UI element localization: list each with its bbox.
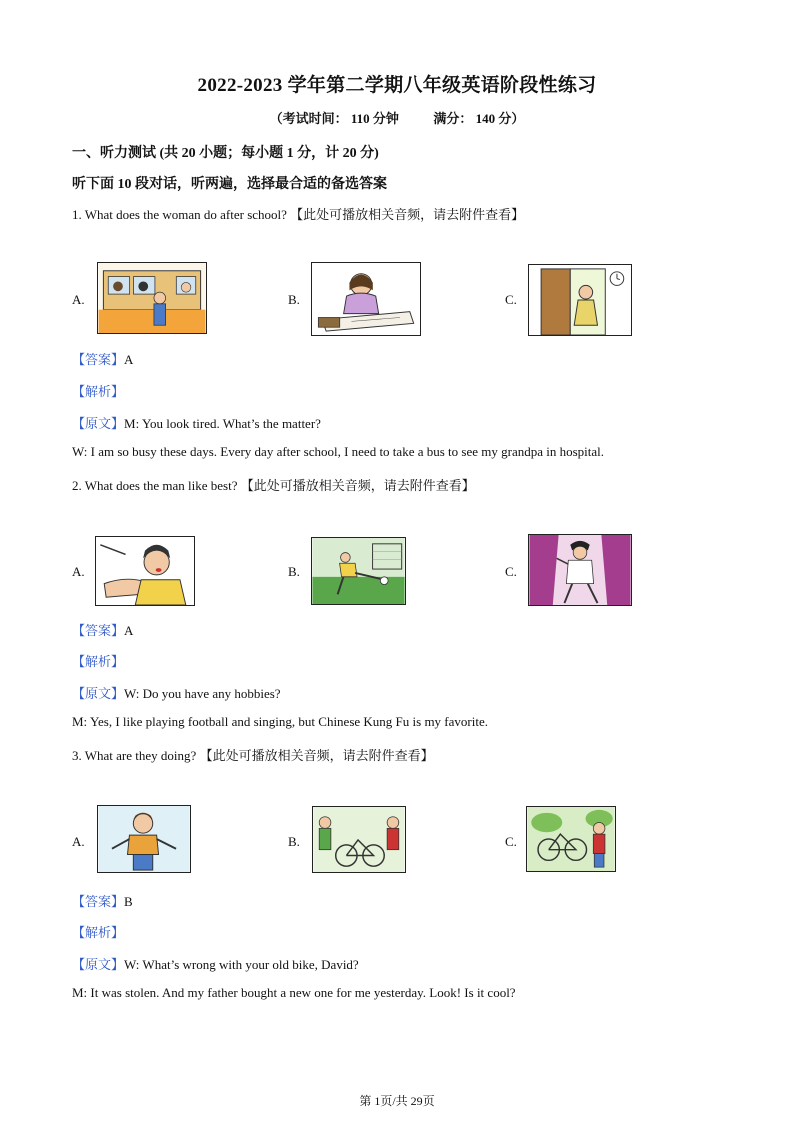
page-number: 第 1页/共 29页 (359, 1094, 435, 1108)
option-b-image[interactable] (311, 537, 406, 605)
original-tag: 【原文】 (72, 957, 125, 972)
answer-tag: 【答案】 (72, 352, 125, 367)
option-a-image[interactable] (97, 805, 191, 873)
option-a-label: A. (72, 292, 85, 307)
original-line-2: M: It was stolen. And my father bought a new one for me yesterday. Look! Is it cool? (72, 985, 516, 1000)
time-value: 110 分钟 (350, 111, 399, 126)
answer-value: A (124, 623, 134, 638)
option-c-image[interactable] (528, 264, 632, 336)
analysis-tag: 【解析】 (72, 925, 125, 940)
time-label: （考试时间： (269, 111, 348, 126)
section-heading: 一、听力测试 (共 20 小题；每小题 1 分，计 20 分) (72, 146, 379, 161)
dialogue-line: W: Do you have any hobbies? (124, 686, 281, 701)
option-a-label: A. (72, 834, 85, 849)
original-line-1 (72, 683, 281, 702)
answer-line (72, 349, 133, 368)
score-label: 满分： (433, 111, 473, 126)
dialogue-line: M: You look tired. What’s the matter? (124, 416, 321, 431)
question-stem: 2. What does the man like best? (72, 478, 238, 493)
option-a-image[interactable] (97, 262, 207, 334)
analysis-line (72, 651, 124, 670)
original-line-1 (72, 413, 321, 432)
answer-line (72, 891, 133, 910)
original-tag: 【原文】 (72, 686, 125, 701)
audio-note: 【此处可播放相关音频，请去附件查看】 (240, 478, 475, 493)
question-1-stem (72, 204, 524, 223)
answer-tag: 【答案】 (72, 623, 125, 638)
question-stem: 3. What are they doing? (72, 748, 197, 763)
option-c-label: C. (505, 834, 517, 849)
option-a-label: A. (72, 564, 85, 579)
original-line-2: W: I am so busy these days. Every day after school, I need to take a bus to see my grandpa in hospital. (72, 444, 605, 459)
analysis-line (72, 922, 124, 941)
analysis-tag: 【解析】 (72, 654, 125, 669)
audio-note: 【此处可播放相关音频，请去附件查看】 (290, 207, 525, 222)
exam-info (0, 108, 794, 127)
answer-value: A (124, 352, 134, 367)
question-3-stem (72, 745, 434, 764)
original-tag: 【原文】 (72, 416, 125, 431)
option-c-label: C. (505, 564, 517, 579)
option-c-image[interactable] (526, 806, 616, 872)
option-a-image[interactable] (95, 536, 195, 606)
original-line-1 (72, 954, 359, 973)
section-instruction: 听下面 10 段对话，听两遍，选择最合适的备选答案 (72, 177, 387, 192)
answer-tag: 【答案】 (72, 894, 125, 909)
answer-line (72, 620, 133, 639)
option-b-label: B. (288, 292, 300, 307)
answer-value: B (124, 894, 133, 909)
option-b-image[interactable] (311, 262, 421, 336)
option-b-label: B. (288, 834, 300, 849)
option-c-label: C. (505, 292, 517, 307)
option-c-image[interactable] (528, 534, 632, 606)
question-2-stem (72, 475, 475, 494)
question-stem: 1. What does the woman do after school? (72, 207, 287, 222)
dialogue-line: W: What’s wrong with your old bike, David? (124, 957, 359, 972)
option-b-image[interactable] (312, 806, 406, 873)
analysis-line (72, 381, 124, 400)
page-title: 2022-2023 学年第二学期八年级英语阶段性练习 (197, 75, 597, 96)
original-line-2: M: Yes, I like playing football and singing, but Chinese Kung Fu is my favorite. (72, 714, 488, 729)
score-value: 140 分） (475, 111, 525, 126)
option-b-label: B. (288, 564, 300, 579)
audio-note: 【此处可播放相关音频，请去附件查看】 (199, 748, 434, 763)
analysis-tag: 【解析】 (72, 384, 125, 399)
